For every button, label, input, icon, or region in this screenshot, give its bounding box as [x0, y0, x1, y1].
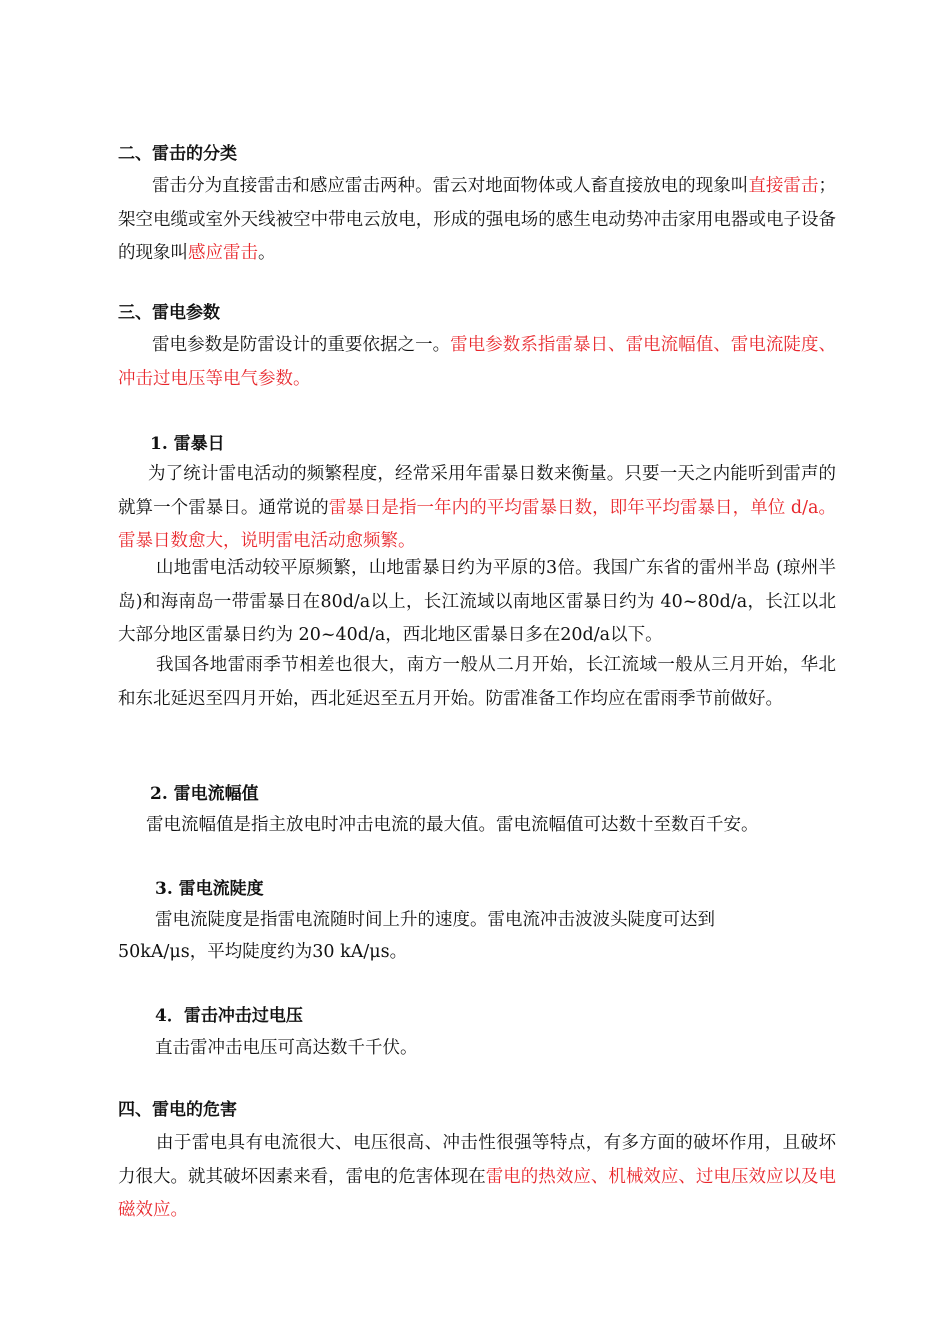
heading-amplitude: 2. 雷电流幅值: [150, 784, 259, 804]
paragraph-steepness-line1: 雷电流陡度是指雷电流随时间上升的速度。雷电流冲击波波头陡度可达到: [155, 910, 715, 930]
paragraph-thunder-days-2: 山地雷电活动较平原频繁，山地雷暴日约为平原的3倍。我国广东省的雷州半岛 (琼州半岛)和海南岛一带雷暴日在80d/a以上，长江流域以南地区雷暴日约为 40~80d/a，长江以北大部分地区雷暴日约为 20~40d/a，西北地区雷暴日多在20d/a以下。: [118, 558, 836, 645]
paragraph-parameters: [118, 329, 836, 396]
heading-steepness: 3. 雷电流陡度: [155, 879, 264, 899]
paragraph-thunder-days-3: 我国各地雷雨季节相差也很大，南方一般从二月开始，长江流域一般从三月开始，华北和东北延迟至四月开始，西北延迟至五月开始。防雷准备工作均应在雷雨季节前做好。: [118, 655, 836, 709]
text-run: 雷击分为直接雷击和感应雷击两种。雷云对地面物体或人畜直接放电的现象叫: [152, 176, 749, 196]
heading-parameters: 三、雷电参数: [118, 303, 220, 323]
text-run: ；架空电缆或室外天线被空中带电云放电，形成的强电场的感生电动势冲击家用电器或电子设备的现象叫: [118, 176, 837, 263]
paragraph-steepness-line2: 50kA/μs，平均陡度约为30 kA/μs。: [118, 942, 408, 962]
highlight-hazard-effects: 雷电的热效应、机械效应、过电压效应以及电磁效应。: [118, 1166, 837, 1220]
heading-thunder-days: 1. 雷暴日: [150, 434, 225, 454]
text-run: 。: [258, 243, 276, 263]
text-run: 雷电参数是防雷设计的重要依据之一。: [152, 335, 451, 355]
heading-hazards: 四、雷电的危害: [118, 1100, 237, 1120]
paragraph-classification: [118, 170, 836, 271]
highlight-induced-strike: 感应雷击: [188, 243, 258, 263]
text-run: 由于雷电具有电流很大、电压很高、冲击性很强等特点，有多方面的破坏作用，且破坏力很大。就其破坏因素来看，雷电的危害体现在: [118, 1133, 836, 1187]
paragraph-overvoltage: 直击雷冲击电压可高达数千千伏。: [155, 1038, 418, 1058]
highlight-parameters: 雷电参数系指雷暴日、雷电流幅值、雷电流陡度、冲击过电压等电气参数。: [118, 335, 836, 389]
paragraph-hazards: [118, 1127, 836, 1228]
highlight-thunder-days: 雷暴日是指一年内的平均雷暴日数，即年平均雷暴日，单位 d/a。雷暴日数愈大，说明雷电活动愈频繁。: [118, 497, 837, 551]
heading-overvoltage: 4．雷击冲击过电压: [155, 1006, 303, 1026]
heading-classification: 二、雷击的分类: [118, 144, 237, 164]
paragraph-thunder-days-1: [118, 458, 836, 559]
text-run: 为了统计雷电活动的频繁程度，经常采用年雷暴日数来衡量。只要一天之内能听到雷声的就算一个雷暴日。通常说的: [118, 464, 836, 518]
paragraph-amplitude: 雷电流幅值是指主放电时冲击电流的最大值。雷电流幅值可达数十至数百千安。: [146, 815, 759, 835]
highlight-direct-strike: 直接雷击: [748, 176, 819, 196]
